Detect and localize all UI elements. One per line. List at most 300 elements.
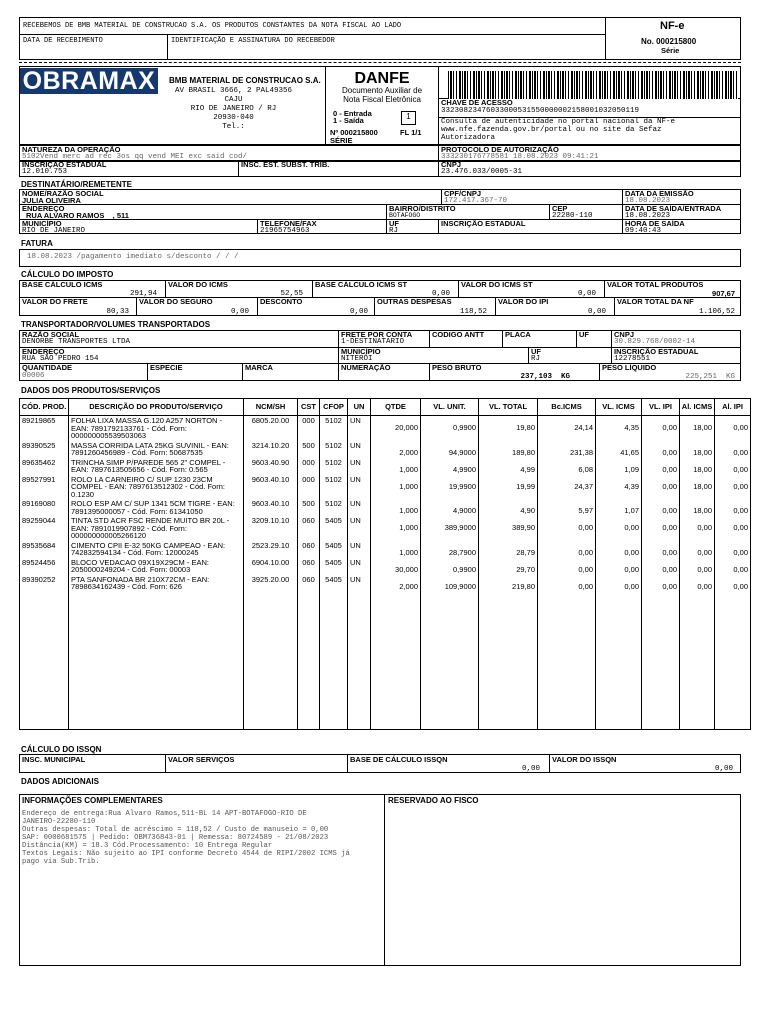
info-compl-label: INFORMAÇÕES COMPLEMENTARES — [22, 796, 163, 805]
dest-hora: 09:40:43 — [625, 227, 662, 235]
transp-bruto: 237,103 KG — [520, 373, 570, 381]
issqn-base: 0,00 — [521, 765, 540, 773]
reservado-label: RESERVADO AO FISCO — [388, 796, 479, 805]
table-cell — [69, 592, 244, 730]
dest-hora-label: HORA DE SAÍDA — [625, 219, 685, 228]
dest-uf-label: UF — [389, 219, 399, 228]
table-cell: 000 — [298, 458, 320, 475]
danfe-serie: SÉRIE — [330, 136, 353, 145]
canhoto-numero: No. 000215800 — [641, 37, 697, 46]
table-cell: 6805.20.00 — [244, 416, 298, 441]
canhoto-identificacao: IDENTIFICAÇÃO E ASSINATURA DO RECEBEDOR — [171, 37, 335, 45]
issqn-servicos-label: VALOR SERVIÇOS — [168, 755, 235, 764]
issqn-im-label: INSC. MUNICIPAL — [22, 755, 86, 764]
produtos-header-cell: Bc.ICMS — [538, 399, 596, 416]
table-cell: 89219865 — [20, 416, 69, 441]
total: 1.106,52 — [698, 308, 735, 316]
table-cell: 0,00 — [538, 558, 596, 575]
table-cell: 1,09 — [596, 458, 642, 475]
produtos-header-cell: Al. ICMS — [680, 399, 715, 416]
canhoto-recebemos: RECEBEMOS DE BMB MATERIAL DE CONSTRUCAO S.A. OS PRODUTOS CONSTANTES DA NOTA FISCAL AO LADO — [23, 22, 402, 30]
destinatario-section: DESTINATÁRIO/REMETENTE — [21, 180, 132, 189]
table-cell: 24,37 — [538, 475, 596, 500]
transp-liquido-label: PESO LÍQUIDO — [602, 363, 657, 372]
produtos-header-cell: QTDE — [371, 399, 421, 416]
dest-nome: JULIA OLIVEIRA — [22, 196, 81, 205]
table-cell: 0,00 — [680, 541, 715, 558]
produtos-header-cell: VL. IPI — [642, 399, 680, 416]
table-row — [20, 499, 751, 516]
table-cell — [20, 592, 69, 730]
table-cell: PTA SANFONADA BR 210X72CM - EAN: 7898634162439 - Cód. Forn: 626 — [69, 575, 244, 592]
dest-uf: RJ — [389, 227, 399, 235]
transp-uf2-label: UF — [531, 347, 541, 356]
table-cell: 5,97 — [538, 499, 596, 516]
info-line: SAP: 0000681575 | Pedido: OBM736843-01 | Remessa: 80724589 - 21/08/2023 — [22, 834, 329, 842]
total-label: VALOR TOTAL DA NF — [617, 297, 694, 306]
table-cell: 389,9000 — [421, 516, 479, 541]
table-cell: 41,65 — [596, 441, 642, 458]
table-cell: 94,9000 — [421, 441, 479, 458]
table-cell: MASSA CORRIDA LATA 25KG SUVINIL - EAN: 7891260456989 - Cód. Forn: 50687535 — [69, 441, 244, 458]
table-cell: 2,000 — [371, 441, 421, 458]
table-cell: TINTA STD ACR FSC RENDE MUITO BR 20L - EAN: 7891019907892 - Cód. Forn: 000000000005266120 — [69, 516, 244, 541]
transp-uf-label: UF — [579, 330, 589, 339]
table-cell: UN — [348, 541, 371, 558]
table-cell: 0,00 — [642, 558, 680, 575]
table-cell: 5405 — [320, 516, 348, 541]
table-cell: 0,00 — [642, 441, 680, 458]
table-cell: UN — [348, 475, 371, 500]
info-line: Endereço de entrega:Rua Alvaro Ramos,511-BL 14 APT-BOTAFOGO-RIO DE — [22, 810, 307, 818]
table-cell: 18,00 — [680, 499, 715, 516]
dest-cep: 22280-110 — [552, 212, 593, 220]
table-cell: 5405 — [320, 575, 348, 592]
dest-ie-label: INSCRIÇÃO ESTADUAL — [441, 219, 526, 228]
table-cell: 000 — [298, 475, 320, 500]
table-cell: 3209.10.10 — [244, 516, 298, 541]
table-cell: 500 — [298, 441, 320, 458]
transp-numeracao-label: NUMERAÇÃO — [341, 363, 391, 372]
table-cell: 0,9900 — [421, 558, 479, 575]
table-cell: 89535684 — [20, 541, 69, 558]
table-row — [20, 416, 751, 441]
table-row — [20, 558, 751, 575]
produtos-header-cell: CFOP — [320, 399, 348, 416]
transp-municipio-label: MUNICÍPIO — [341, 347, 381, 356]
table-cell: 5102 — [320, 458, 348, 475]
bc-icms-label: BASE CÁLCULO ICMS — [22, 280, 103, 289]
dest-fone-label: TELEFONE/FAX — [260, 219, 317, 228]
table-cell: 9603.40.10 — [244, 475, 298, 500]
table-cell — [680, 592, 715, 730]
v-st: 0,00 — [577, 290, 596, 298]
table-cell: 5102 — [320, 475, 348, 500]
table-cell: 3214.10.20 — [244, 441, 298, 458]
bc-icms: 291,94 — [129, 290, 157, 298]
produtos-header-cell: DESCRIÇÃO DO PRODUTO/SERVIÇO — [69, 399, 244, 416]
table-cell: 5405 — [320, 558, 348, 575]
dest-cpf-label: CPF/CNPJ — [444, 189, 482, 198]
table-cell — [320, 592, 348, 730]
dest-municipio: RIO DE JANEIRO — [22, 227, 86, 235]
transp-cnpj: 30.829.768/0002-14 — [614, 338, 696, 346]
produtos-header-row — [20, 399, 751, 416]
table-cell: 0,00 — [642, 416, 680, 441]
table-cell: 0,00 — [715, 516, 751, 541]
table-cell: 189,80 — [479, 441, 538, 458]
transp-uf2: RJ — [531, 355, 541, 363]
produtos-header-cell: CÓD. PROD. — [20, 399, 69, 416]
fatura-texto: 18.08.2023 /pagamento imediato s/desconto / / / — [27, 253, 239, 261]
table-cell: 4,99 — [479, 458, 538, 475]
table-cell: 0,00 — [642, 458, 680, 475]
transp-qtd-label: QUANTIDADE — [22, 363, 72, 372]
ipi-label: VALOR DO IPI — [498, 297, 549, 306]
table-cell: 1,000 — [371, 541, 421, 558]
chave-label: CHAVE DE ACESSO — [441, 98, 513, 107]
table-cell: 19,99 — [479, 475, 538, 500]
transp-liquido: 225,251 KG — [685, 373, 735, 381]
table-cell: 0,00 — [642, 541, 680, 558]
danfe-folha: FL 1/1 — [400, 128, 422, 137]
table-cell: 231,38 — [538, 441, 596, 458]
canhoto-nfe: NF-e — [660, 20, 685, 32]
frete-label: VALOR DO FRETE — [22, 297, 88, 306]
table-cell: 5102 — [320, 416, 348, 441]
table-cell: 4,9000 — [421, 499, 479, 516]
outras-label: OUTRAS DESPESAS — [377, 297, 452, 306]
ie-label: INSCRIÇÃO ESTADUAL — [22, 160, 107, 169]
table-cell: UN — [348, 499, 371, 516]
table-cell: 18,00 — [680, 475, 715, 500]
table-cell: 89259044 — [20, 516, 69, 541]
table-cell: 19,9900 — [421, 475, 479, 500]
table-cell: 0,00 — [642, 475, 680, 500]
seguro: 0,00 — [230, 308, 249, 316]
desconto: 0,00 — [349, 308, 368, 316]
info-line: Outras despesas: Total de acréscimo = 118,52 / Custo de manuseio = 0,00 — [22, 826, 329, 834]
cnpj-label: CNPJ — [441, 160, 462, 169]
issqn-valor: 0,00 — [714, 765, 733, 773]
produtos-header-cell: CST — [298, 399, 320, 416]
table-cell: 6,08 — [538, 458, 596, 475]
table-cell: UN — [348, 558, 371, 575]
danfe-title: DANFE — [354, 70, 410, 87]
dest-endereco-label: ENDEREÇO — [22, 204, 65, 213]
table-cell: 2,000 — [371, 575, 421, 592]
table-cell: TRINCHA SIMP P/PAREDE 565 2" COMPEL - EAN: 7897613505656 - Cód. Forn: 0.565 — [69, 458, 244, 475]
transp-cnpj-label: CNPJ — [614, 330, 635, 339]
table-cell: 1,07 — [596, 499, 642, 516]
produtos-header-cell: Al. IPI — [715, 399, 751, 416]
table-cell: 89524456 — [20, 558, 69, 575]
table-cell: ROLO ESP AM C/ SUP 1341 5CM TIGRE - EAN: 7891395000057 - Cód. Forn: 61341050 — [69, 499, 244, 516]
table-filler-row — [20, 592, 751, 730]
v-prod: 907,67 — [712, 289, 735, 298]
issqn-valor-label: VALOR DO ISSQN — [552, 755, 617, 764]
table-cell: CIMENTO CPII E-32 50KG CAMPEAO - EAN: 742832594134 - Cód. Forn: 12000245 — [69, 541, 244, 558]
table-cell: 0,00 — [538, 575, 596, 592]
transp-razao: DENORBE TRANSPORTES LTDA — [22, 338, 131, 346]
table-cell: 89635462 — [20, 458, 69, 475]
danfe-saida: 1 - Saída — [333, 116, 364, 125]
transp-endereco-label: ENDEREÇO — [22, 347, 65, 356]
fatura-section: FATURA — [21, 239, 53, 248]
table-cell: 0,00 — [642, 499, 680, 516]
v-icms-label: VALOR DO ICMS — [168, 280, 228, 289]
table-cell: 89390525 — [20, 441, 69, 458]
table-cell: 060 — [298, 575, 320, 592]
table-cell: 0,00 — [715, 499, 751, 516]
produtos-table — [19, 398, 751, 730]
table-cell: 28,79 — [479, 541, 538, 558]
bc-st: 0,00 — [431, 290, 450, 298]
emitente-cidade: RIO DE JANEIRO / RJ — [190, 105, 277, 113]
produtos-header-cell: UN — [348, 399, 371, 416]
produtos-header-cell: VL. TOTAL — [479, 399, 538, 416]
consulta-1: Consulta de autenticidade no portal nacional da NF-e — [441, 118, 676, 126]
transp-ie: 12278551 — [614, 355, 651, 363]
transp-endereco: RUA SÃO PEDRO 154 — [22, 355, 99, 363]
produtos-header-cell: VL. UNIT. — [421, 399, 479, 416]
table-cell: BLOCO VEDACAO 09X19X29CM - EAN: 2050000249204 - Cód. Forn: 00003 — [69, 558, 244, 575]
transp-qtd: 00006 — [22, 372, 45, 380]
table-cell — [298, 592, 320, 730]
table-cell: 0,00 — [715, 558, 751, 575]
issqn-base-label: BASE DE CÁLCULO ISSQN — [350, 755, 448, 764]
table-cell: 89390252 — [20, 575, 69, 592]
table-cell: 0,00 — [596, 541, 642, 558]
table-cell — [371, 592, 421, 730]
consulta-2: www.nfe.fazenda.gov.br/portal ou no site da Sefaz — [441, 126, 662, 134]
table-cell: UN — [348, 441, 371, 458]
dest-cep-label: CEP — [552, 204, 568, 213]
table-cell: 0,00 — [715, 441, 751, 458]
table-cell: 3925.20.00 — [244, 575, 298, 592]
table-row — [20, 516, 751, 541]
table-cell: UN — [348, 416, 371, 441]
table-cell: 0,00 — [680, 575, 715, 592]
dest-municipio-label: MUNICÍPIO — [22, 219, 62, 228]
dest-saida-label: DATA DE SAÍDA/ENTRADA — [625, 204, 722, 213]
table-cell: 4,35 — [596, 416, 642, 441]
table-cell — [421, 592, 479, 730]
table-cell: 18,00 — [680, 416, 715, 441]
table-row — [20, 575, 751, 592]
table-cell: 0,00 — [680, 516, 715, 541]
table-cell: 28,7900 — [421, 541, 479, 558]
canhoto-data-recebimento: DATA DE RECEBIMENTO — [23, 37, 103, 45]
table-cell: 0,00 — [596, 575, 642, 592]
produtos-header-cell: VL. ICMS — [596, 399, 642, 416]
table-cell: 20,000 — [371, 416, 421, 441]
table-cell: 9603.40.90 — [244, 458, 298, 475]
barcode — [448, 71, 738, 99]
ipi: 0,00 — [587, 308, 606, 316]
info-line: JANEIRO-22280-110 — [22, 818, 96, 826]
cut-line — [19, 62, 741, 63]
table-cell: 29,70 — [479, 558, 538, 575]
table-cell — [715, 592, 751, 730]
table-row — [20, 458, 751, 475]
table-cell: 2523.29.10 — [244, 541, 298, 558]
info-compl-text — [22, 810, 382, 866]
table-cell: 219,80 — [479, 575, 538, 592]
info-line: pago via Sub.Trib. — [22, 858, 100, 866]
inscricao-box — [19, 161, 741, 177]
dest-cpf: 172.417.367-70 — [444, 197, 508, 205]
table-cell: 109,9000 — [421, 575, 479, 592]
v-icms: 52,55 — [280, 290, 303, 298]
table-cell: 4,39 — [596, 475, 642, 500]
transp-marca-label: MARCA — [245, 363, 273, 372]
transp-antt-label: CODIGO ANTT — [432, 330, 485, 339]
table-cell: 89527991 — [20, 475, 69, 500]
table-cell: 0,00 — [680, 558, 715, 575]
table-row — [20, 441, 751, 458]
natureza-label: NATUREZA DA OPERAÇÃO — [22, 145, 121, 154]
emitente-endereco: AV BRASIL 3666, 2 PAL49356 — [174, 87, 293, 95]
frete: 80,33 — [106, 308, 129, 316]
canhoto-serie: Série — [661, 46, 680, 55]
table-cell: 1,000 — [371, 516, 421, 541]
table-cell: 060 — [298, 558, 320, 575]
table-row — [20, 541, 751, 558]
table-cell: 0,00 — [715, 541, 751, 558]
table-cell: 4,90 — [479, 499, 538, 516]
table-cell: 1,000 — [371, 475, 421, 500]
protocolo-label: PROTOCOLO DE AUTORIZAÇÃO — [441, 145, 559, 154]
v-st-label: VALOR DO ICMS ST — [461, 280, 533, 289]
table-cell: 5102 — [320, 499, 348, 516]
danfe-numero: Nº 000215800 — [330, 128, 378, 137]
emitente-tel: Tel.: — [222, 123, 245, 131]
dest-saida: 18.08.2023 — [625, 212, 671, 220]
transp-razao-label: RAZÃO SOCIAL — [22, 330, 80, 339]
table-cell: 19,80 — [479, 416, 538, 441]
table-cell — [348, 592, 371, 730]
consulta-3: Autorizadora — [441, 134, 496, 142]
v-prod-label: VALOR TOTAL PRODUTOS — [607, 280, 704, 289]
table-cell: 0,00 — [538, 541, 596, 558]
table-cell: 89169080 — [20, 499, 69, 516]
table-cell — [244, 592, 298, 730]
dest-emissao: 18.08.2023 — [625, 197, 671, 205]
dest-bairro: BOTAFOGO — [389, 212, 421, 219]
issqn-section: CÁLCULO DO ISSQN — [21, 745, 102, 754]
transp-frete-label: FRETE POR CONTA — [341, 330, 413, 339]
table-cell: 5405 — [320, 541, 348, 558]
obramax-logo: OBRAMAX — [20, 68, 158, 94]
table-cell — [538, 592, 596, 730]
table-cell: 5102 — [320, 441, 348, 458]
dest-endereco: RUA ALVARO RAMOS , 511 — [26, 211, 129, 220]
transp-ie-label: INSCRIÇÃO ESTADUAL — [614, 347, 699, 356]
table-cell: 0,00 — [715, 475, 751, 500]
table-cell: 500 — [298, 499, 320, 516]
table-cell: 0,00 — [538, 516, 596, 541]
table-row — [20, 475, 751, 500]
emitente-nome: BMB MATERIAL DE CONSTRUCAO S.A. — [169, 76, 321, 85]
bc-st-label: BASE CÁLCULO ICMS ST — [315, 280, 408, 289]
table-cell: 0,00 — [715, 575, 751, 592]
dest-bairro-label: BAIRRO/DISTRITO — [389, 204, 456, 213]
protocolo-valor: 333230176778581 18.08.2023 09:41:21 — [441, 153, 599, 161]
emitente-cep: 20930-040 — [213, 114, 254, 122]
table-cell: FOLHA LIXA MASSA G.120 A257 NORTON - EAN: 7891792133761 - Cód. Forn: 000000005539503063 — [69, 416, 244, 441]
table-cell — [596, 592, 642, 730]
transp-especie-label: ESPECIE — [150, 363, 183, 372]
table-cell: 0,00 — [715, 416, 751, 441]
transp-municipio: NITERÓI — [341, 355, 373, 363]
emitente-bairro: CAJU — [224, 96, 243, 104]
table-cell — [479, 592, 538, 730]
dest-emissao-label: DATA DA EMISSÃO — [625, 189, 694, 198]
seguro-label: VALOR DO SEGURO — [139, 297, 213, 306]
produtos-section: DADOS DOS PRODUTOS/SERVIÇOS — [21, 386, 161, 395]
table-cell: 18,00 — [680, 458, 715, 475]
table-cell: 389,90 — [479, 516, 538, 541]
table-cell: 0,00 — [642, 516, 680, 541]
imposto-section: CÁLCULO DO IMPOSTO — [21, 270, 114, 279]
chave-valor: 33230823476033000531550000002158001032050119 — [441, 107, 640, 115]
table-cell: 1,000 — [371, 499, 421, 516]
transp-frete: 1-DESTINATARIO — [341, 338, 405, 346]
table-cell: UN — [348, 516, 371, 541]
table-cell: 9603.40.10 — [244, 499, 298, 516]
info-line: Textos Legais: Não sujeito ao IPI conforme Decreto 4544 de RIPI/2002 ICMS já — [22, 850, 350, 858]
transportador-section: TRANSPORTADOR/VOLUMES TRANSPORTADOS — [21, 320, 211, 329]
danfe-sub2: Nota Fiscal Eletrônica — [343, 95, 421, 104]
transp-placa-label: PLACA — [505, 330, 531, 339]
table-cell — [642, 592, 680, 730]
transp-bruto-label: PESO BRUTO — [432, 363, 482, 372]
table-cell: 24,14 — [538, 416, 596, 441]
dest-nome-label: NOME/RAZÃO SOCIAL — [22, 189, 104, 198]
table-cell: 0,9900 — [421, 416, 479, 441]
danfe-sub1: Documento Auxiliar de — [341, 86, 423, 95]
table-cell: 4,9900 — [421, 458, 479, 475]
cnpj-valor: 23.476.033/0005-31 — [441, 168, 523, 176]
table-cell: 30,000 — [371, 558, 421, 575]
table-cell: 000 — [298, 416, 320, 441]
table-cell: 6904.10.00 — [244, 558, 298, 575]
table-cell: 1,000 — [371, 458, 421, 475]
table-cell: 060 — [298, 541, 320, 558]
produtos-header-cell: NCM/SH — [244, 399, 298, 416]
adicionais-section: DADOS ADICIONAIS — [21, 777, 99, 786]
table-cell: 0,00 — [596, 516, 642, 541]
table-cell: 0,00 — [596, 558, 642, 575]
table-cell: 0,00 — [715, 458, 751, 475]
table-cell: 18,00 — [680, 441, 715, 458]
table-cell: 060 — [298, 516, 320, 541]
outras: 118,52 — [459, 308, 487, 316]
table-cell: UN — [348, 458, 371, 475]
natureza-valor: 5102Vend merc ad rec 3os qq vend MEI exc said cod/ — [22, 153, 248, 161]
ie-valor: 12.010.753 — [22, 168, 68, 176]
iest-label: INSC. EST. SUBST. TRIB. — [241, 160, 330, 169]
danfe-tipo: 1 — [406, 112, 411, 121]
danfe-entrada: 0 - Entrada — [333, 109, 372, 118]
info-line: Distância(KM) = 18.3 Cód.Processamento: 10 Entrega Regular — [22, 842, 273, 850]
desconto-label: DESCONTO — [260, 297, 303, 306]
dest-fone: 21965754963 — [260, 227, 310, 235]
table-cell: UN — [348, 575, 371, 592]
table-cell: ROLO LA CARNEIRO C/ SUP 1230 23CM COMPEL - EAN: 7897613512302 - Cód. Forn: 0.1230 — [69, 475, 244, 500]
table-cell: 0,00 — [642, 575, 680, 592]
